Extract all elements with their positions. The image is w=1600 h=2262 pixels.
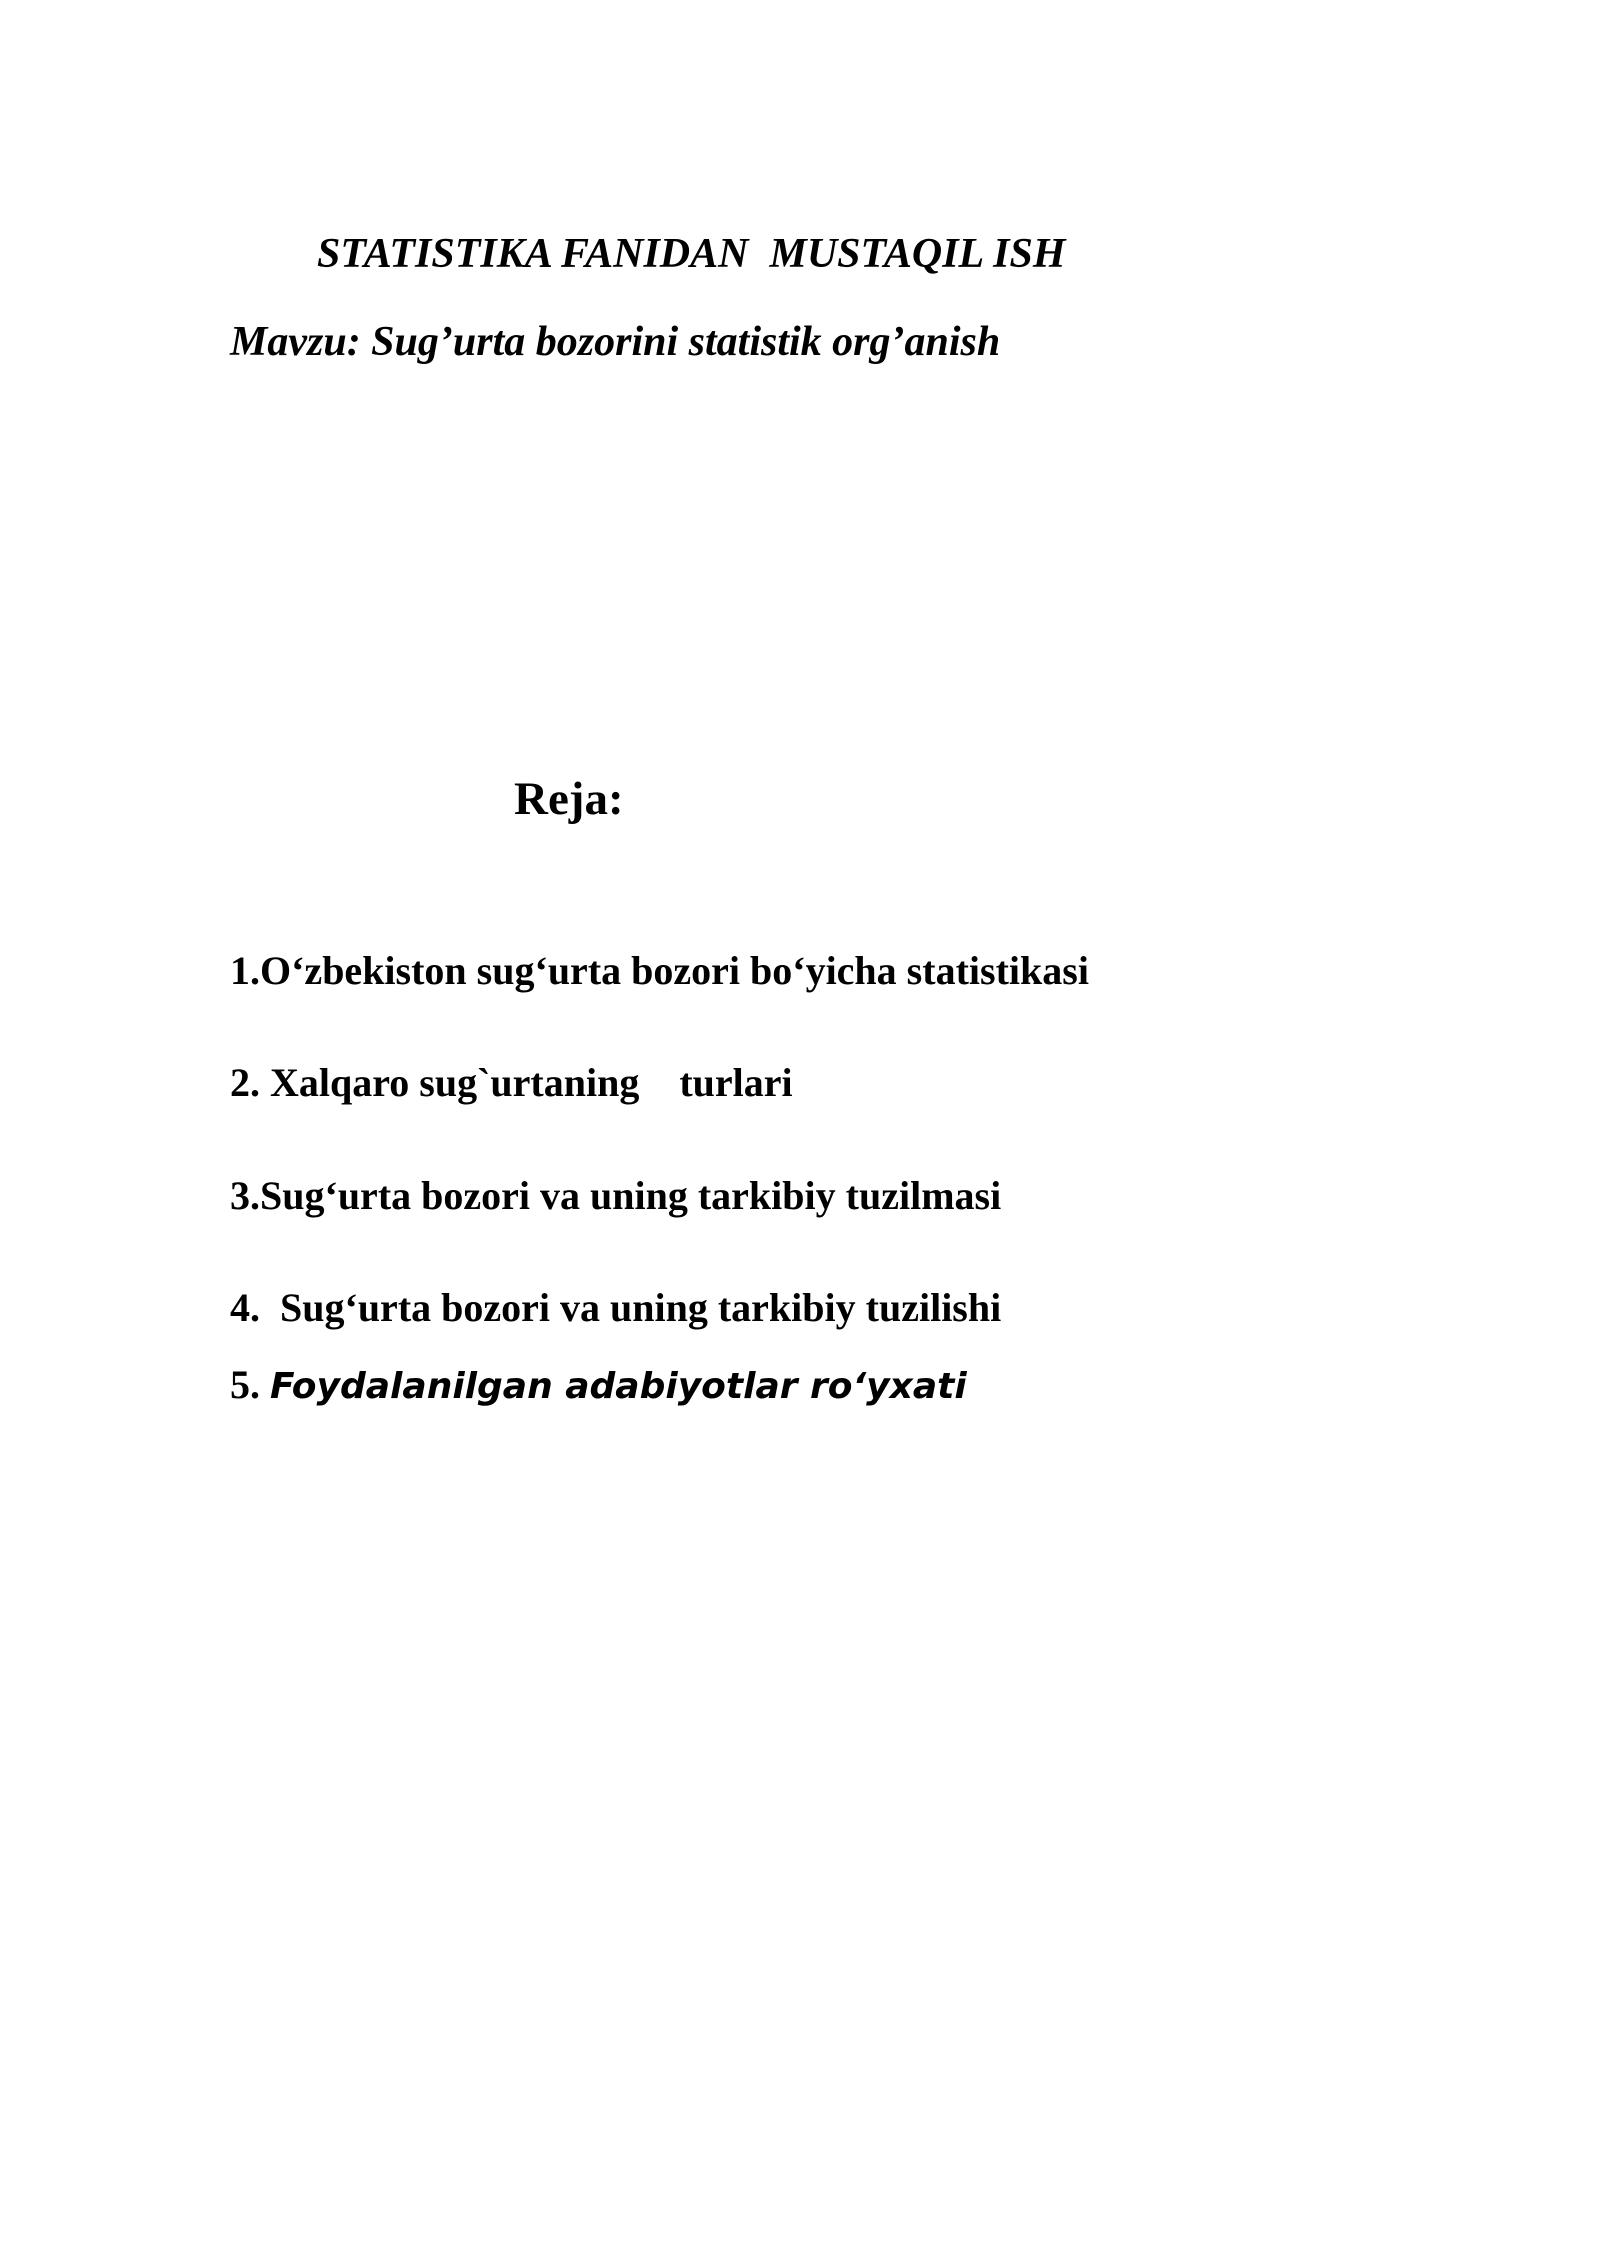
plan-item: 2. Xalqaro sug`urtaning turlari	[230, 1060, 793, 1105]
plan-item: 1.O‘zbekiston sug‘urta bozori bo‘yicha statistikasi	[230, 948, 1089, 993]
plan-item: 3.Sug‘urta bozori va uning tarkibiy tuzilmasi	[230, 1173, 1002, 1218]
plan-item	[230, 1362, 967, 1407]
plan-heading: Reja:	[514, 773, 624, 825]
plan-item-number: 5.	[230, 1362, 270, 1407]
plan-item-text: Foydalanilgan adabiyotlar ro‘yxati	[270, 1366, 967, 1407]
document-topic: Mavzu: Sug’urta bozorini statistik org’anish	[230, 319, 1001, 365]
plan-item: 4. Sug‘urta bozori va uning tarkibiy tuzilishi	[230, 1285, 1002, 1330]
document-title: STATISTIKA FANIDAN MUSTAQIL ISH	[317, 231, 1066, 277]
